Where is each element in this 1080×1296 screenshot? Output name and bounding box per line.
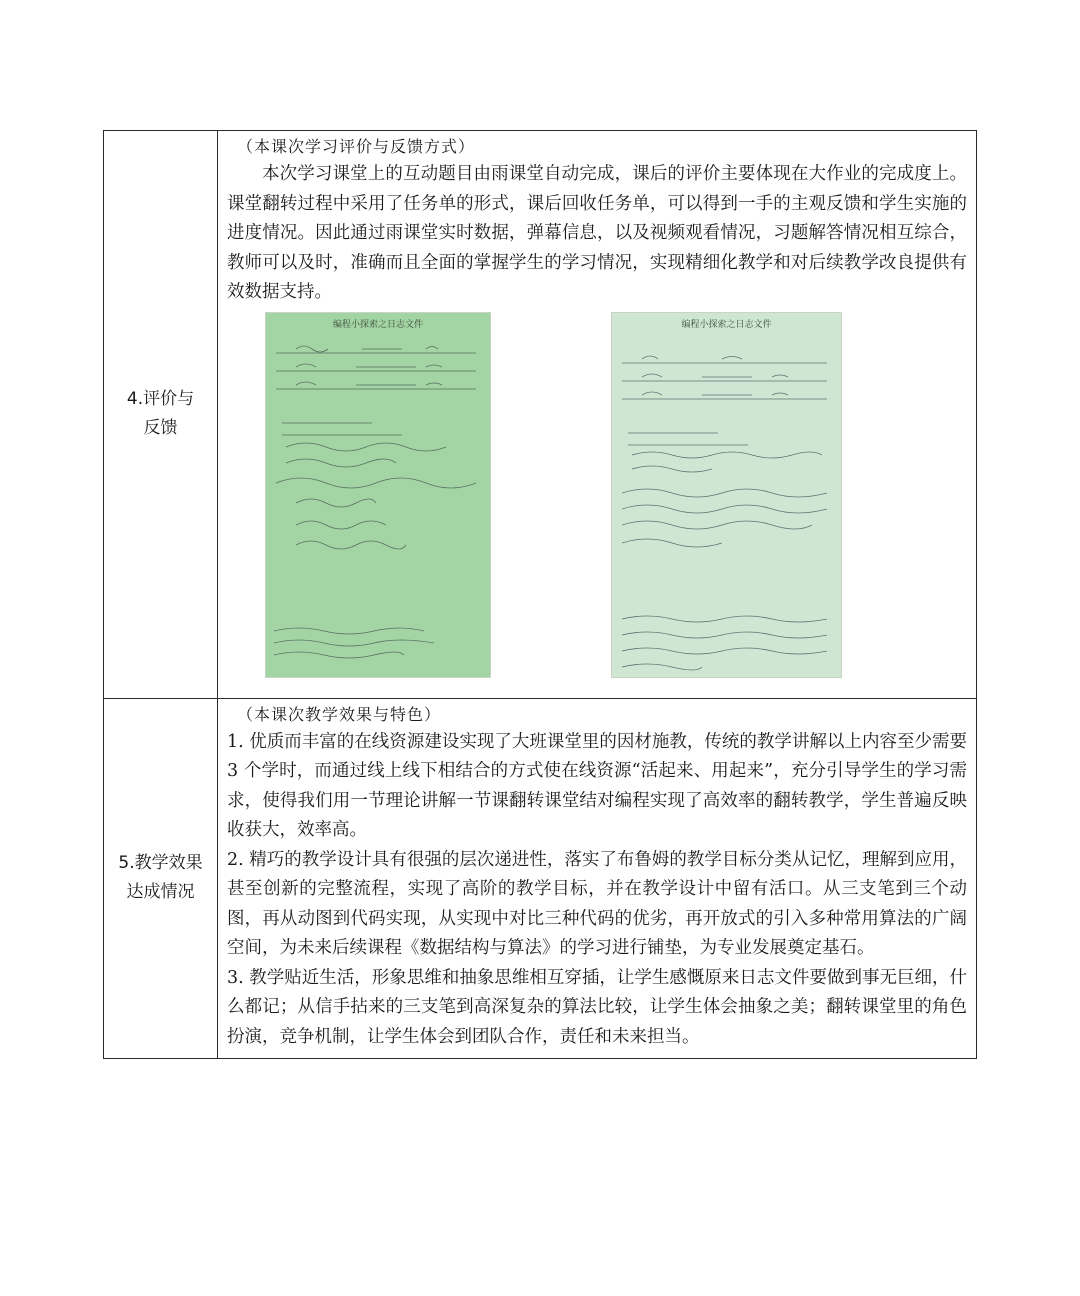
section-5-point-3: 3. 教学贴近生活，形象思维和抽象思维相互穿插，让学生感慨原来日志文件要做到事无巨细，什么都记；从信手拈来的三支笔到高深复杂的算法比较，让学生体会抽象之美；翻转课堂里的角色扮演，竞争机制，让学生体会到团队合作，责任和未来担当。 <box>227 967 967 1047</box>
section-5-label-line2: 达成情况 <box>126 882 195 903</box>
evaluation-table <box>103 130 977 1059</box>
section-5-heading: （本课次教学效果与特色） <box>237 704 442 724</box>
section-4-label-line2: 反馈 <box>143 418 178 439</box>
task-sheet-title-1: 编程小探索之日志文件 <box>332 319 423 330</box>
section-5-point-1: 1. 优质而丰富的在线资源建设实现了大班课堂里的因材施教，传统的教学讲解以上内容至少需要 3 个学时，而通过线上线下相结合的方式使在线资源“活起来、用起来”，充分引导学生的学习需求，使得我们用一节理论讲解一节课翻转课堂结对编程实现了高效率的翻转教学，学生普遍反映收获大，效率高。 <box>227 731 967 840</box>
section-4-paragraph: 本次学习课堂上的互动题目由雨课堂自动完成，课后的评价主要体现在大作业的完成度上。课堂翻转过程中采用了任务单的形式，课后回收任务单，可以得到一手的主观反馈和学生实施的进度情况。因此通过雨课堂实时数据，弹幕信息，以及视频观看情况，习题解答情况相互综合，教师可以及时，准确而且全面的掌握学生的学习情况，实现精细化教学和对后续教学改良提供有效数据支持。 <box>227 164 967 302</box>
section-4-content <box>218 131 977 699</box>
section-5-label <box>104 698 218 1059</box>
section-4-heading: （本课次学习评价与反馈方式） <box>237 137 476 156</box>
section-5-row <box>104 698 977 1059</box>
section-4-label <box>104 131 218 699</box>
section-4-label-line1: 4.评价与 <box>126 389 195 410</box>
section-5-content <box>218 698 977 1059</box>
section-5-point-2: 2. 精巧的教学设计具有很强的层次递进性，落实了布鲁姆的教学目标分类从记忆，理解到应用，甚至创新的完整流程，实现了高阶的教学目标，并在教学设计中留有活口。从三支笔到三个动图，再从动图到代码实现，从实现中对比三种代码的优劣，再开放式的引入多种常用算法的广阔空间，为未来后续课程《数据结构与算法》的学习进行铺垫，为专业发展奠定基石。 <box>227 849 967 958</box>
task-sheet-photos <box>227 308 967 698</box>
task-sheet-photo-2 <box>611 312 842 678</box>
section-4-row <box>104 131 977 699</box>
section-5-label-line1: 5.教学效果 <box>118 853 203 874</box>
task-sheet-photo-1 <box>265 312 491 678</box>
task-sheet-title-2: 编程小探索之日志文件 <box>681 319 772 330</box>
handwriting-scribble-icon <box>612 313 841 677</box>
handwriting-scribble-icon <box>266 313 490 677</box>
